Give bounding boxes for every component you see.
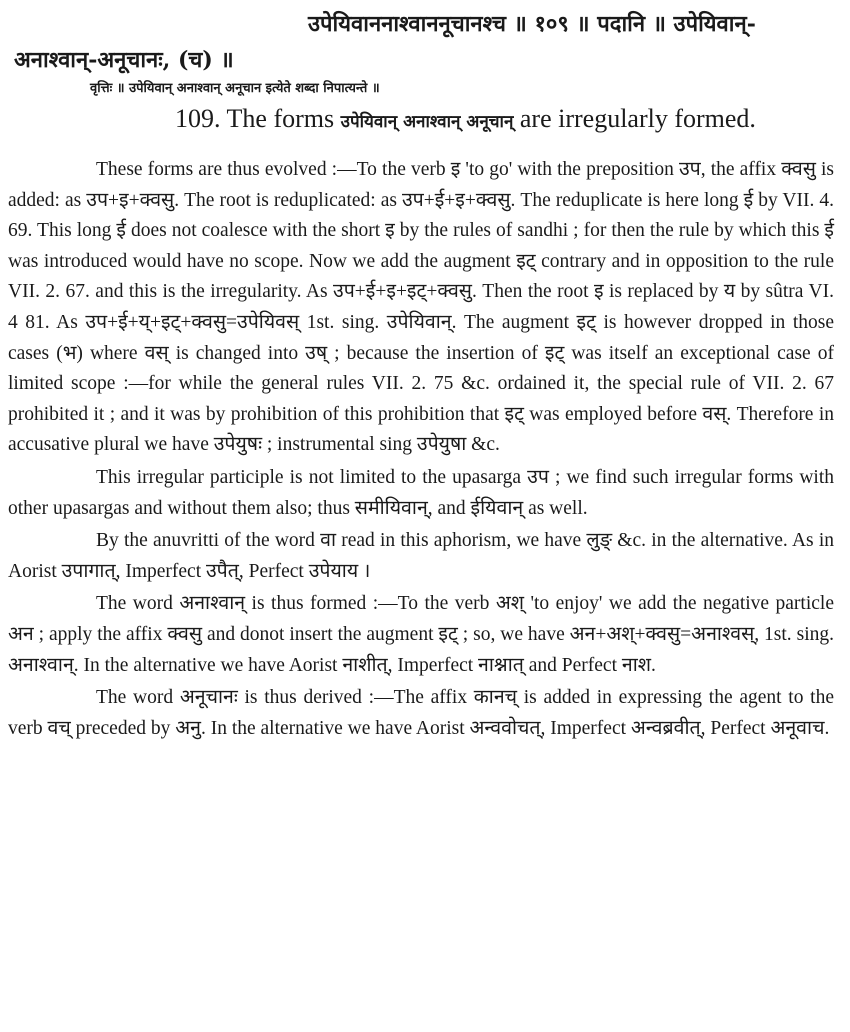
vritti-line: वृत्तिः ॥ उपेयिवान् अनाश्वान् अनूचान इत्येते शब्दा निपात्यन्ते ॥ <box>90 81 380 96</box>
paragraph-evolution: These forms are thus evolved :—To the verb इ 'to go' with the preposition उप, the affix क्वसु is added: as उप+इ+क्वसु. The root is reduplicated: as उप+ई+इ+क्वसु. The reduplicate is here long ई by VII. 4. 69. This long ई does not coalesce with the short इ by the rules of sandhi ; for then the rule by which this ई was introduced would have no scope. Now we add the augment इट् contrary and in opposition to the rule VII. 2. 67. and this is the irregularity. As उप+ई+इ+इट्+क्वसु. Then the root इ is replaced by य by sûtra VI. 4 81. As उप+ई+य्+इट्+क्वसु=उपेयिवस् 1st. sing. उपेयिवान्. The augment इट् is however dropped in those cases (भ) where वस् is changed into उष् ; because the insertion of इट् was itself an exceptional case of limited scope :—for while the general rules VII. 2. 75 &c. ordained it, the special rule of VII. 2. 67 prohibited it ; and it was by prohibition of this prohibition that इट् was employed before वस्. Therefore in accusative plural we have उपेयुषः ; instrumental sing उपेयुषा &c. <box>8 159 834 456</box>
sutra-heading <box>8 6 834 78</box>
paragraph-anuchana: The word अनूचानः is thus derived :—The affix कानच् is added in expressing the agent to the verb वच् preceded by अनु. In the alternative we have Aorist अन्ववोचत्, Imperfect अन्वब्रवीत्, Perfect अनूवाच. <box>8 687 834 739</box>
translation-lead: 109. The forms <box>175 104 341 133</box>
sutra-line-2: अनाश्वान्-अनूचानः, (च) ॥ <box>14 47 234 73</box>
paragraph-anashvan: The word अनाश्वान् is thus formed :—To the verb अश् 'to enjoy' we add the negative particle अन ; apply the affix क्वसु and donot insert the augment इट् ; so, we have अन+अश्+क्वसु=अनाश्वस्, 1st. sing. अनाश्वान्. In the alternative we have Aorist नाशीत्, Imperfect नाश्नात् and Perfect नाश. <box>8 593 834 676</box>
translation-forms: उपेयिवान् अनाश्वान् अनूचान् <box>340 112 514 132</box>
paragraph-upasarga: This irregular participle is not limited to the upasarga उप ; we find such irregular forms with other upasargas and without them also; thus समीयिवान्, and ईयिवान् as well. <box>8 466 834 519</box>
translation-heading <box>8 100 834 141</box>
paragraph-anuvritti: By the anuvritti of the word वा read in this aphorism, we have लुङ् &c. in the alternative. As in Aorist उपागात्, Imperfect उपैत्, Perfect उपेयाय । <box>8 530 834 582</box>
translation-tail: are irregularly formed. <box>513 104 756 133</box>
sutra-line-1: उपेयिवाननाश्वाननूचानश्च ॥ १०९ ॥ पदानि ॥ उपेयिवान्- <box>308 11 756 37</box>
